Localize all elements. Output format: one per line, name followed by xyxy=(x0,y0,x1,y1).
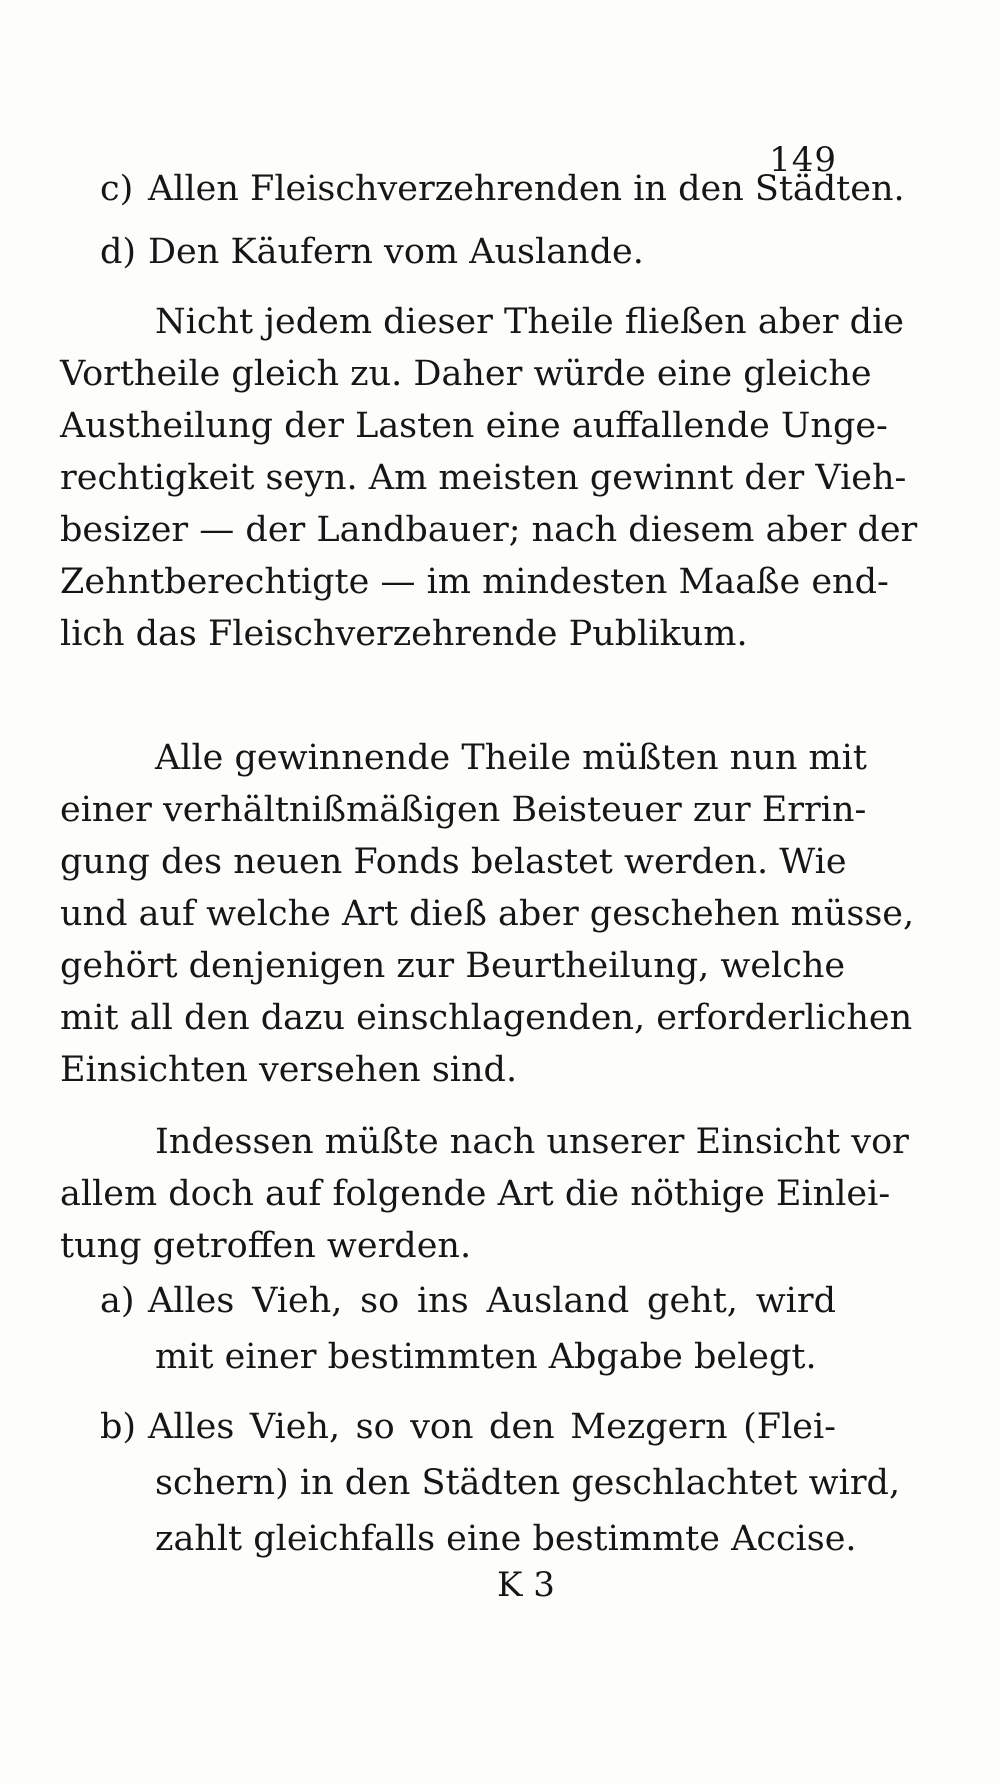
text-line: Vortheile gleich zu. Daher würde eine gleiche xyxy=(60,354,872,394)
list-item-d xyxy=(100,232,644,272)
list-marker: c) xyxy=(100,169,134,209)
text-line: Einsichten versehen sind. xyxy=(60,1050,518,1090)
text-line: allem doch auf folgende Art die nöthige Einlei- xyxy=(60,1174,891,1214)
text-line: und auf welche Art dieß aber geschehen müsse, xyxy=(60,894,915,934)
signature-mark: K 3 xyxy=(497,1565,555,1605)
list-item-b xyxy=(100,1399,901,1567)
paragraph-3 xyxy=(60,1116,909,1272)
text-line: schern) in den Städten geschlachtet wird, xyxy=(155,1463,901,1503)
list-item-text: Den Käufern vom Auslande. xyxy=(148,232,644,272)
text-line: mit all den dazu einschlagenden, erforderlichen xyxy=(60,998,913,1038)
text-line: Austheilung der Lasten eine auffallende Unge- xyxy=(60,406,888,446)
text-line: Indessen müßte nach unserer Einsicht vor xyxy=(155,1122,909,1162)
text-line: Alle gewinnende Theile müßten nun mit xyxy=(155,738,867,778)
list-marker: d) xyxy=(100,232,137,272)
text-line xyxy=(100,1273,836,1329)
text-line: einer verhältnißmäßigen Beisteuer zur Errin- xyxy=(60,790,867,830)
text-line: Nicht jedem dieser Theile fließen aber die xyxy=(155,302,904,342)
text-line: rechtigkeit seyn. Am meisten gewinnt der Vieh- xyxy=(60,458,907,498)
list-item-c xyxy=(100,169,905,209)
text-line: zahlt gleichfalls eine bestimmte Accise. xyxy=(155,1519,857,1559)
list-marker: a) xyxy=(100,1281,135,1321)
text-line: gehört denjenigen zur Beurtheilung, welche xyxy=(60,946,846,986)
text-line: lich das Fleischverzehrende Publikum. xyxy=(60,614,748,654)
text-line: mit einer bestimmten Abgabe belegt. xyxy=(155,1337,817,1377)
text-line xyxy=(100,1399,836,1455)
list-item-text: Allen Fleischverzehrenden in den Städten. xyxy=(148,169,905,209)
paragraph-1 xyxy=(60,296,918,660)
list-item-text: Alles Vieh, so ins Ausland geht, wird xyxy=(148,1281,836,1321)
paragraph-2 xyxy=(60,732,915,1096)
list-item-text: Alles Vieh, so von den Mezgern (Flei- xyxy=(148,1407,836,1447)
list-item-a xyxy=(100,1273,836,1385)
text-line: Zehntberechtigte — im mindesten Maaße end- xyxy=(60,562,889,602)
list-marker: b) xyxy=(100,1407,137,1447)
text-line: gung des neuen Fonds belastet werden. Wie xyxy=(60,842,847,882)
text-line: besizer — der Landbauer; nach diesem aber der xyxy=(60,510,918,550)
page-number: 149 xyxy=(769,140,837,180)
text-line: tung getroffen werden. xyxy=(60,1226,472,1266)
